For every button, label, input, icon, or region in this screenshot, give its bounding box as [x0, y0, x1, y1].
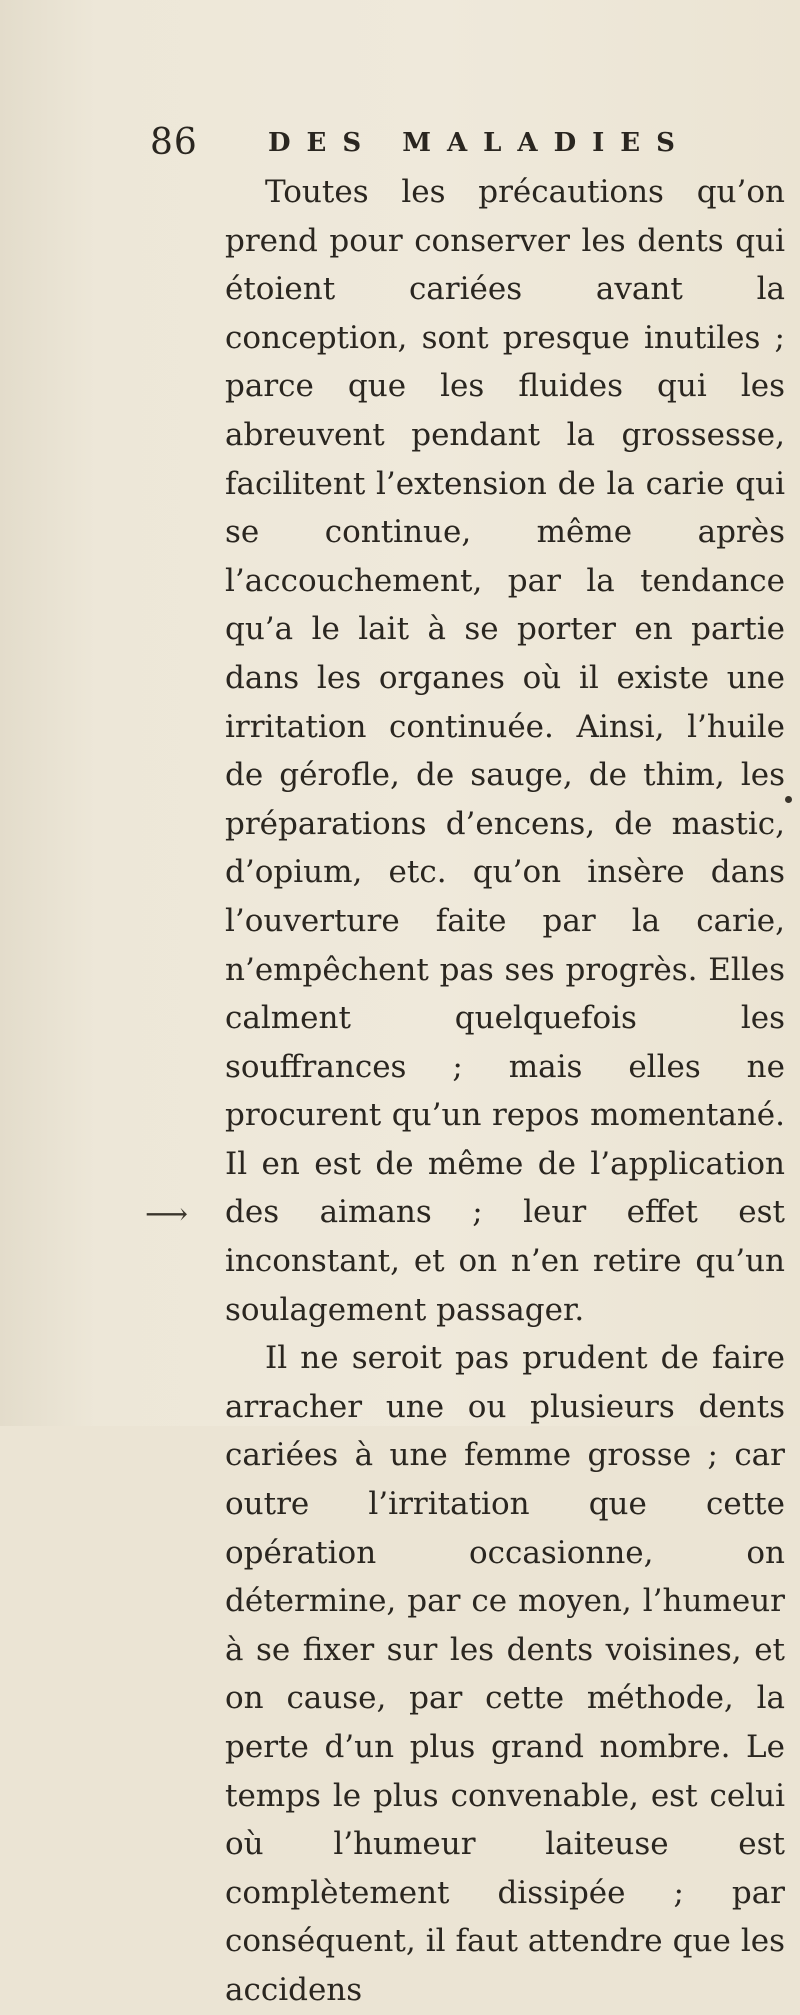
- margin-arrow-mark: ⟶: [145, 1197, 189, 1232]
- paragraph-2: Il ne seroit pas prudent de faire arracher une ou plusieurs dents cariées à une femme grosse ; car outre l’irritation que cette opération occasionne, on détermine, par ce moyen, l’humeur à se fixer sur les dents voisines, et on cause, par cette méthode, la perte d’un plus grand nombre. Le temps le plus convenable, est celui où l’humeur laiteuse est complètement dissipée ; par conséquent, il faut attendre que les accidens: [225, 1340, 785, 2008]
- running-title: DES MALADIES: [268, 128, 691, 158]
- page-number: 86: [150, 122, 198, 163]
- page-header: [150, 118, 770, 168]
- paragraph-1: Toutes les précautions qu’on prend pour conserver les dents qui étoient cariées avant la conception, sont presque inutiles ; parce que les fluides qui les abreuvent pendant la grossesse, facilitent l’extension de la carie qui se continue, même après l’accouchement, par la tendance qu’a le lait à se porter en partie dans les organes où il existe une irritation continuée. Ainsi, l’huile de gérofle, de sauge, de thim, les préparations d’encens, de mastic, d’opium, etc. qu’on insère dans l’ouverture faite par la carie, n’empêchent pas ses progrès. Elles calment quelquefois les souffrances ; mais elles ne procurent qu’un repos momentané. Il en est de même de l’application des aimans ; leur effet est inconstant, et on n’en retire qu’un soulagement passager.: [225, 174, 785, 1328]
- margin-dot-mark: [785, 796, 792, 803]
- body-text: [225, 168, 785, 2015]
